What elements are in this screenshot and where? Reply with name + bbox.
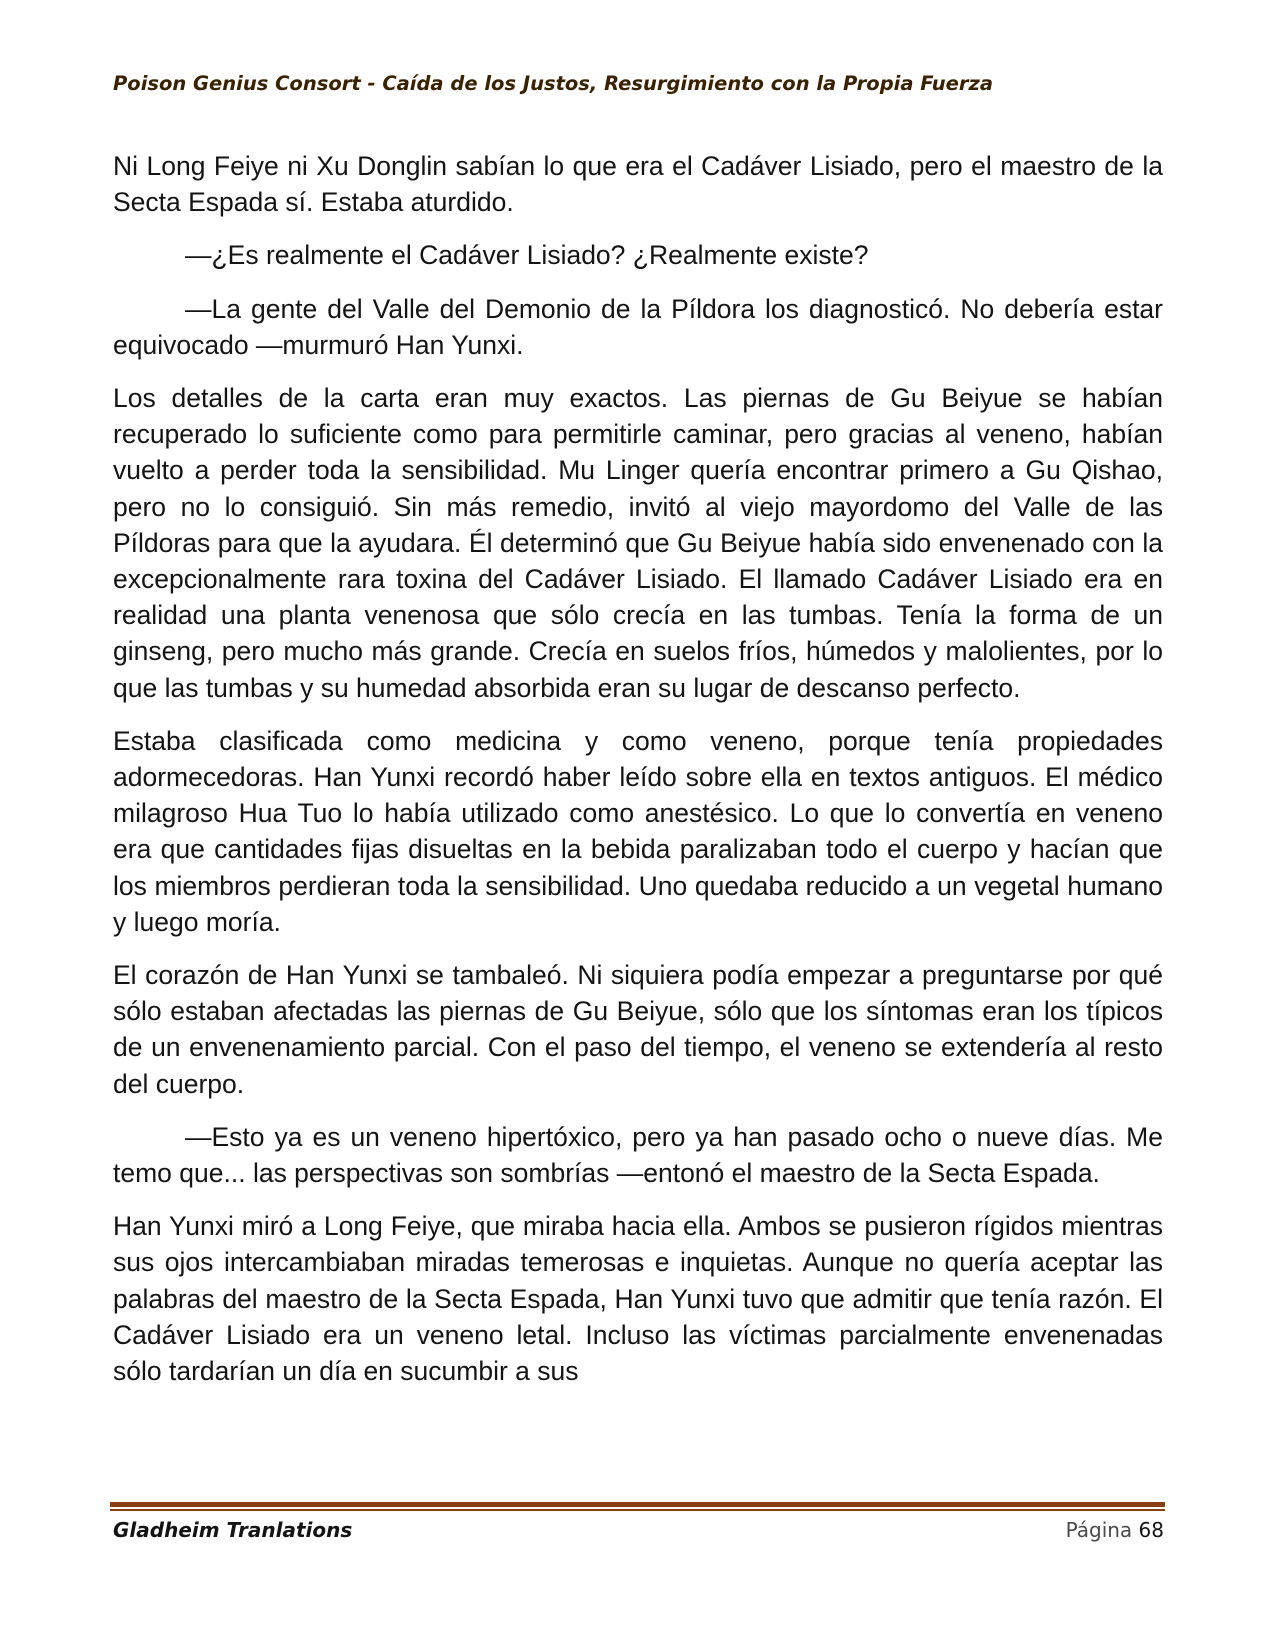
paragraph: Los detalles de la carta eran muy exactos. Las piernas de Gu Beiyue se habían recuperado lo suficiente como para permitirle caminar, pero gracias al veneno, habían vuelto a perder toda la sensibilidad. Mu Linger quería encontrar primero a Gu Qishao, pero no lo consiguió. Sin más remedio, invitó al viejo mayordomo del Valle de las Píldoras para que la ayudara. Él determinó que Gu Beiyue había sido envenenado con la excepcionalmente rara toxina del Cadáver Lisiado. El llamado Cadáver Lisiado era en realidad una planta venenosa que sólo crecía en las tumbas. Tenía la forma de un ginseng, pero mucho más grande. Crecía en suelos fríos, húmedos y malolientes, por lo que las tumbas y su humedad absorbida eran su lugar de descanso perfecto. [113,383,1163,703]
paragraph: Estaba clasificada como medicina y como veneno, porque tenía propiedades adormecedoras. Han Yunxi recordó haber leído sobre ella en textos antiguos. El médico milagroso Hua Tuo lo había utilizado como anestésico. Lo que lo convertía en veneno era que cantidades fijas disueltas en la bebida paralizaban todo el cuerpo y hacían que los miembros perdieran toda la sensibilidad. Uno quedaba reducido a un vegetal humano y luego moría. [113,725,1163,937]
dialog-paragraph: —La gente del Valle del Demonio de la Píldora los diagnosticó. No debería estar equivocado —murmuró Han Yunxi. [113,293,1163,360]
footer-divider-thick [110,1502,1165,1507]
paragraph: Han Yunxi miró a Long Feiye, que miraba hacia ella. Ambos se pusieron rígidos mientras sus ojos intercambiaban miradas temerosas e inquietas. Aunque no quería aceptar las palabras del maestro de la Secta Espada, Han Yunxi tuvo que admitir que tenía razón. El Cadáver Lisiado era un veneno letal. Incluso las víctimas parcialmente envenenadas sólo tardarían un día en sucumbir a sus [113,1211,1163,1387]
paragraph: Ni Long Feiye ni Xu Donglin sabían lo que era el Cadáver Lisiado, pero el maestro de la Secta Espada sí. Estaba aturdido. [113,151,1163,218]
page-number: 68 [1138,1518,1164,1542]
footer-credit: Gladheim Tranlations [113,1518,353,1542]
page-label: Página [1065,1518,1133,1542]
page-number-label [1066,1518,1164,1542]
paragraph: El corazón de Han Yunxi se tambaleó. Ni siquiera podía empezar a preguntarse por qué sólo estaban afectadas las piernas de Gu Beiyue, sólo que los síntomas eran los típicos de un envenenamiento parcial. Con el paso del tiempo, el veneno se extendería al resto del cuerpo. [113,960,1163,1099]
body-text [113,148,1163,1406]
dialog-paragraph: —Esto ya es un veneno hipertóxico, pero ya han pasado ocho o nueve días. Me temo que... las perspectivas son sombrías —entonó el maestro de la Secta Espada. [113,1121,1163,1189]
running-header: Poison Genius Consort - Caída de los Justos, Resurgimiento con la Propia Fuerza [113,72,993,95]
dialog-paragraph: —¿Es realmente el Cadáver Lisiado? ¿Realmente existe? [185,240,869,271]
footer-divider-thin [110,1509,1165,1511]
